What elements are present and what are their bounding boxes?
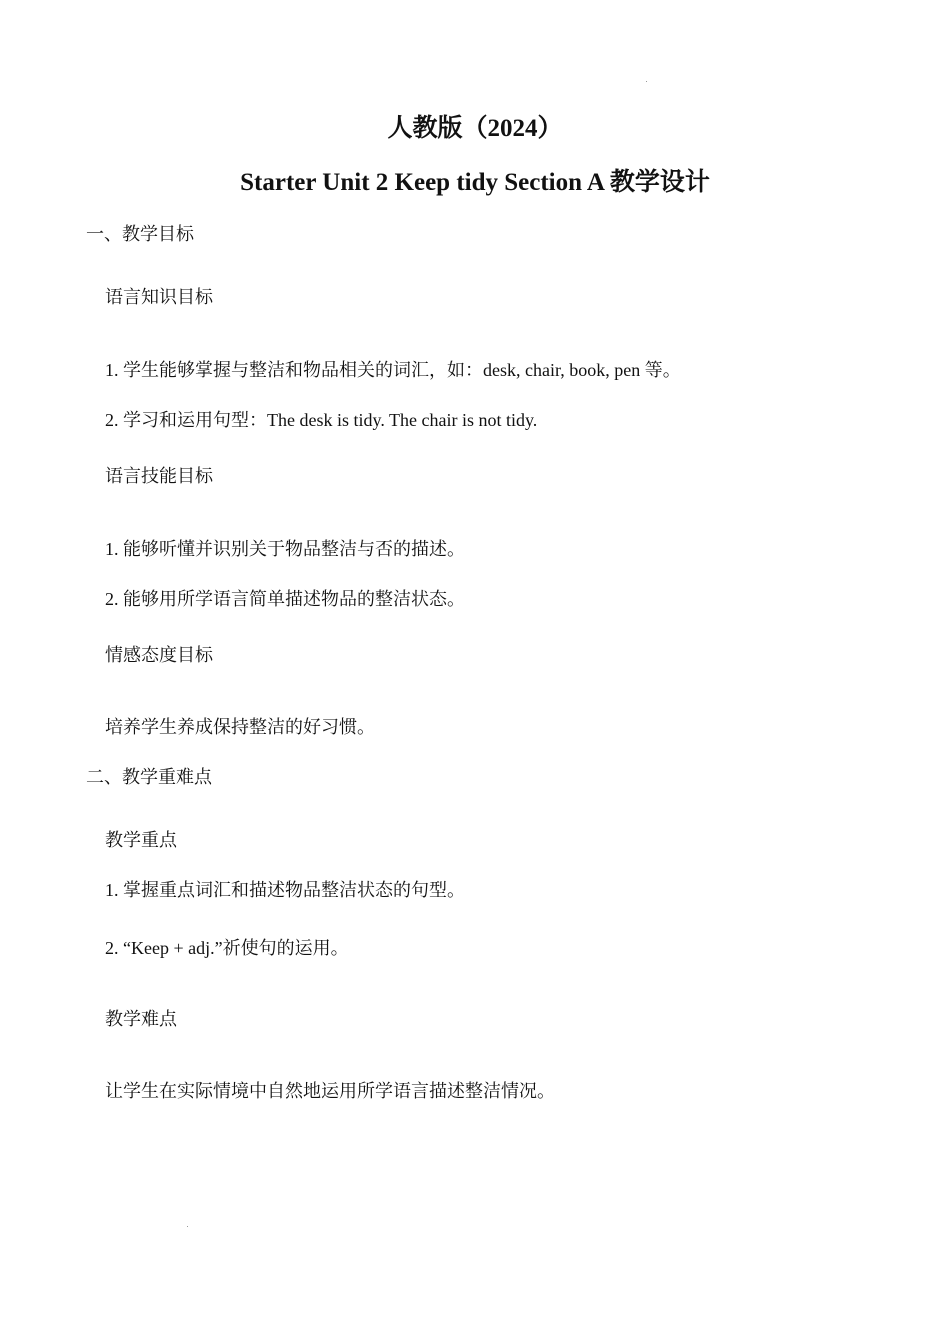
difficult-item-1: 让学生在实际情境中自然地运用所学语言描述整洁情况。: [105, 1081, 555, 1102]
key-item-1: [105, 878, 465, 903]
skills-item-1: [105, 537, 465, 562]
doc-title-line2: [0, 166, 950, 199]
section2-heading: 二、教学重难点: [86, 767, 212, 788]
item-text: 能够听懂并识别关于物品整洁与否的描述。: [123, 539, 465, 560]
item-english: The desk is tidy. The chair is not tidy.: [267, 410, 538, 430]
key-item-2: [105, 936, 349, 961]
difficult-points-label: 教学难点: [105, 1009, 177, 1030]
item-english: “Keep + adj.”: [123, 938, 223, 958]
item-text: 祈使句的运用。: [222, 938, 349, 959]
item-text: 学习和运用句型：: [123, 410, 267, 431]
title-close: ）: [537, 113, 563, 142]
skills-label: 语言技能目标: [105, 466, 213, 487]
attitude-label: 情感态度目标: [105, 645, 213, 666]
item-text: 能够用所学语言简单描述物品的整洁状态。: [123, 589, 465, 610]
item-number: 1.: [105, 539, 123, 559]
knowledge-item-2: [105, 408, 537, 433]
corner-mark-top: [646, 81, 647, 82]
title-en: Starter Unit 2 Keep tidy Section A: [240, 169, 610, 196]
item-number: 1.: [105, 880, 123, 900]
attitude-item-1: 培养学生养成保持整洁的好习惯。: [105, 717, 375, 738]
knowledge-item-1: [105, 358, 681, 383]
section1-heading: 一、教学目标: [86, 224, 194, 245]
item-number: 1.: [105, 360, 123, 380]
item-text: 掌握重点词汇和描述物品整洁状态的句型。: [123, 880, 465, 901]
item-text: 学生能够掌握与整洁和物品相关的词汇，如：: [123, 360, 483, 381]
corner-mark-bottom: [187, 1226, 188, 1227]
knowledge-label: 语言知识目标: [105, 287, 213, 308]
doc-title-line1: [0, 112, 950, 145]
item-english: desk, chair, book, pen: [483, 360, 645, 380]
item-number: 2.: [105, 938, 123, 958]
title-year: 2024: [487, 115, 538, 142]
skills-item-2: [105, 587, 465, 612]
item-number: 2.: [105, 589, 123, 609]
key-points-label: 教学重点: [105, 830, 177, 851]
item-number: 2.: [105, 410, 123, 430]
title-cn-2: 教学设计: [609, 167, 710, 196]
title-cn: 人教版（: [387, 113, 488, 142]
item-end: 等。: [644, 360, 681, 381]
